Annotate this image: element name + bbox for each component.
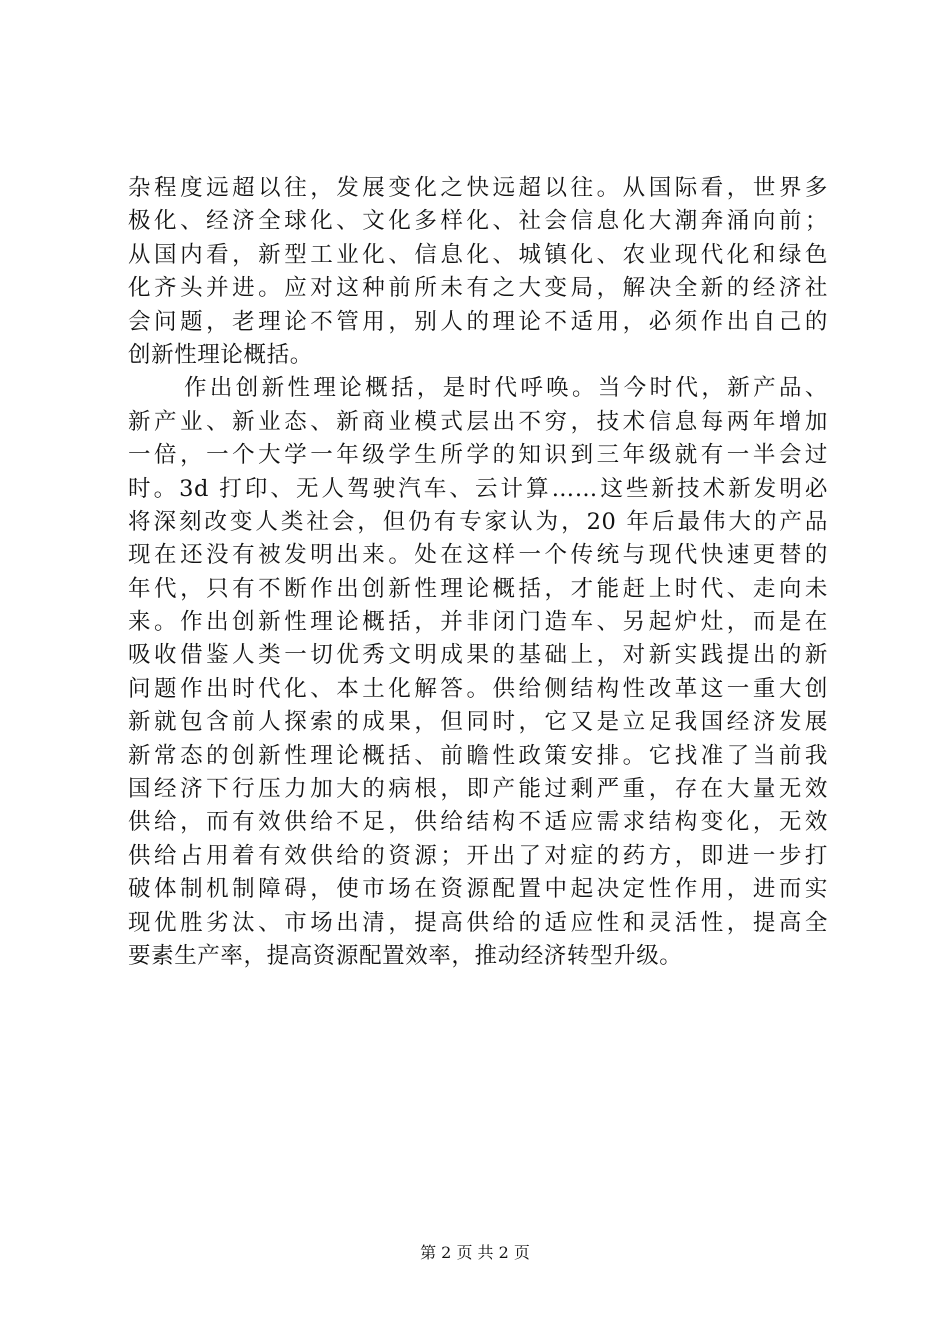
text-line: 吸收借鉴人类一切优秀文明成果的基础上，对新实践提出的新 bbox=[128, 642, 828, 669]
paragraph-1 bbox=[128, 172, 828, 372]
text-line: 现优胜劣汰、市场出清，提高供给的适应性和灵活性，提高全 bbox=[128, 909, 828, 936]
text-line: 作出创新性理论概括，是时代呼唤。当今时代，新产品、 bbox=[184, 375, 828, 402]
text-line: 杂程度远超以往，发展变化之快远超以往。从国际看，世界多 bbox=[128, 175, 828, 201]
text-line: 极化、经济全球化、文化多样化、社会信息化大潮奔涌向前； bbox=[128, 208, 828, 235]
text-line: 化齐头并进。应对这种前所未有之大变局，解决全新的经济社 bbox=[128, 275, 828, 302]
page-number-label: 第 2 页 共 2 页 bbox=[420, 1243, 530, 1262]
text-line: 国经济下行压力加大的病根，即产能过剩严重，存在大量无效 bbox=[128, 776, 828, 803]
text-line: 供给占用着有效供给的资源；开出了对症的药方，即进一步打 bbox=[128, 842, 828, 869]
text-line: 破体制机制障碍，使市场在资源配置中起决定性作用，进而实 bbox=[128, 876, 828, 903]
text-line: 要素生产率，提高资源配置效率，推动经济转型升级。 bbox=[128, 942, 683, 969]
text-line: 现在还没有被发明出来。处在这样一个传统与现代快速更替的 bbox=[128, 542, 828, 569]
text-line: 从国内看，新型工业化、信息化、城镇化、农业现代化和绿色 bbox=[128, 241, 828, 268]
paragraph-2 bbox=[128, 372, 828, 973]
text-line: 会问题，老理论不管用，别人的理论不适用，必须作出自己的 bbox=[128, 308, 828, 335]
page-footer bbox=[0, 1241, 950, 1265]
text-line: 时。3d 打印、无人驾驶汽车、云计算……这些新技术新发明必 bbox=[128, 475, 828, 502]
text-line: 新就包含前人探索的成果，但同时，它又是立足我国经济发展 bbox=[128, 709, 828, 736]
text-line: 新产业、新业态、新商业模式层出不穷，技术信息每两年增加 bbox=[128, 408, 828, 435]
text-line: 来。作出创新性理论概括，并非闭门造车、另起炉灶，而是在 bbox=[128, 609, 828, 636]
text-line: 问题作出时代化、本土化解答。供给侧结构性改革这一重大创 bbox=[128, 675, 828, 702]
text-line: 将深刻改变人类社会，但仍有专家认为，20 年后最伟大的产品 bbox=[128, 508, 828, 535]
body-text bbox=[128, 172, 828, 973]
text-line: 一倍，一个大学一年级学生所学的知识到三年级就有一半会过 bbox=[128, 442, 828, 469]
text-line: 年代，只有不断作出创新性理论概括，才能赶上时代、走向未 bbox=[128, 575, 828, 602]
text-line: 创新性理论概括。 bbox=[128, 341, 313, 368]
text-line: 供给，而有效供给不足，供给结构不适应需求结构变化，无效 bbox=[128, 809, 828, 836]
text-line: 新常态的创新性理论概括、前瞻性政策安排。它找准了当前我 bbox=[128, 742, 828, 769]
